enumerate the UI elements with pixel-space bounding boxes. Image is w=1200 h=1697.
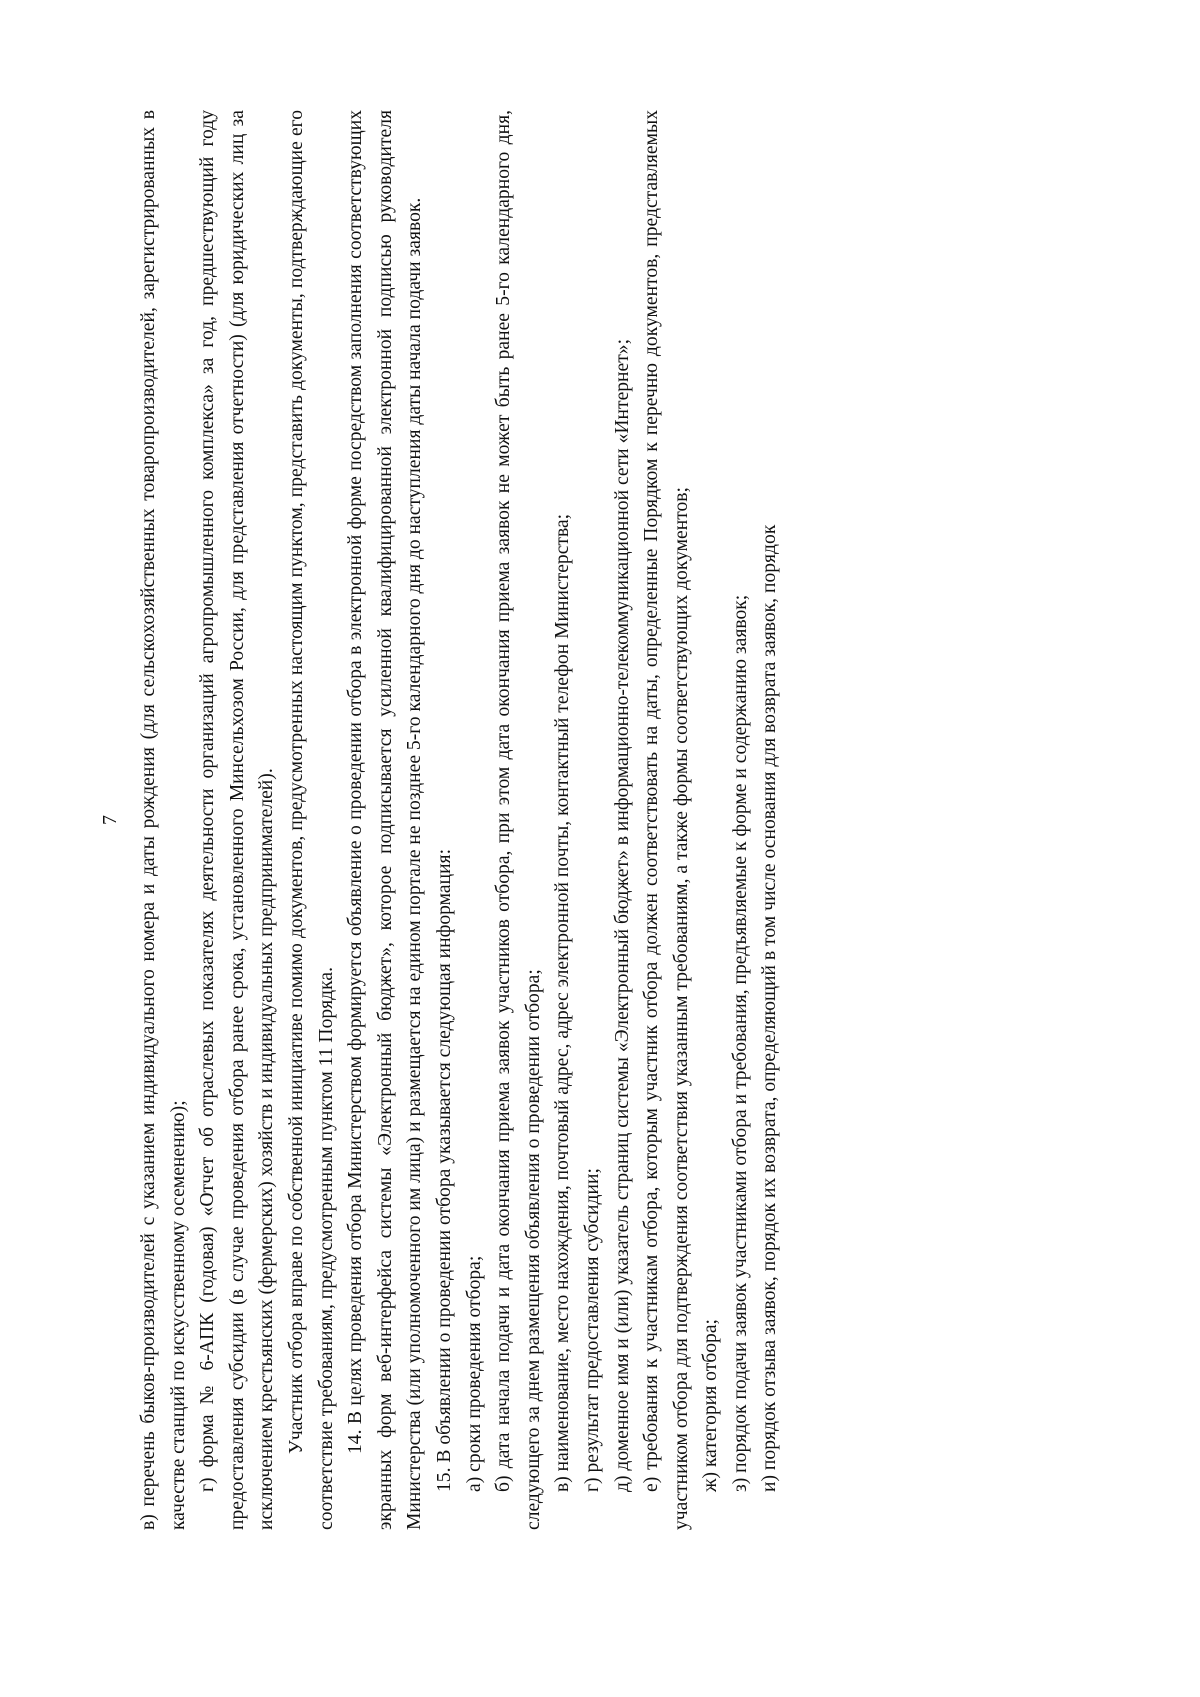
paragraph-g: г) форма № 6-АПК (годовая) «Отчет об отраслевых показателях деятельности организаций агропромышленного комплекса» за год, предшествующий году предоставления субсидии (в случае проведения отбора ранее срока, установленного Минсельхозом России, для представления отчетности) (для юридических лиц за исключением крестьянских (фермерских) хозяйств и индивидуальных предпринимателей). <box>197 110 278 1530</box>
list-item-i: и) порядок отзыва заявок, порядок их возврата, определяющий в том числе основания для возврата заявок, порядок <box>759 524 781 1492</box>
list-item-d: д) доменное имя и (или) указатель страниц системы «Электронный бюджет» в информационно-телекоммуникационной сети «Интернет»; <box>611 338 633 1492</box>
paragraph-14: 14. В целях проведения отбора Министерством формируется объявление о проведении отбора в электронной форме посредством заполнения соответствующих экранных форм веб-интерфейса системы «Электронный бюджет», которое подписывается усиленной квалифицированной электронной подписью руководителя Министерства (или уполномоченного им лица) и размещается на едином портале не позднее 5-го календарного дня до наступления даты начала подачи заявок. <box>345 110 426 1530</box>
list-item-e: е) требования к участникам отбора, которым участник отбора должен соответствовать на даты, определенные Порядком к перечню документов, представляемых участником отбора для подтверждения соответствия указанным требованиям, а также формы соответствующих документов; <box>641 110 692 1530</box>
paragraph-participant-right: Участник отбора вправе по собственной инициативе помимо документов, предусмотренных настоящим пунктом, представить документы, подтверждающие его соответствие требованиям, предусмотренным пунктом 11 Порядка. <box>285 110 337 1530</box>
list-item-zh: ж) категория отбора; <box>700 1319 722 1492</box>
body-text <box>134 110 785 1530</box>
list-item-v: в) наименование, место нахождения, почтовый адрес, адрес электронной почты, контактный телефон Министерства; <box>552 513 574 1492</box>
paragraph-v: в) перечень быков-производителей с указанием индивидуального номера и даты рождения (для сельскохозяйственных товаропроизводителей, зарегистрированных в качестве станций по искусственному осеменению); <box>138 110 189 1530</box>
paragraph-15: 15. В объявлении о проведении отбора указывается следующая информация: <box>433 848 455 1492</box>
list-item-a: а) сроки проведения отбора; <box>463 1255 485 1492</box>
rotated-text-block <box>100 110 1120 1530</box>
list-item-g: г) результат предоставления субсидии; <box>581 1168 603 1492</box>
list-item-b: б) дата начала подачи и дата окончания приема заявок участников отбора, при этом дата окончания приема заявок не может быть ранее 5-го календарного дня, следующего за днем размещения объявления о проведении отбора; <box>493 110 544 1530</box>
list-item-z: з) порядок подачи заявок участниками отбора и требования, предъявляемые к форме и содержанию заявок; <box>729 594 751 1492</box>
page-number: 7 <box>99 815 121 825</box>
